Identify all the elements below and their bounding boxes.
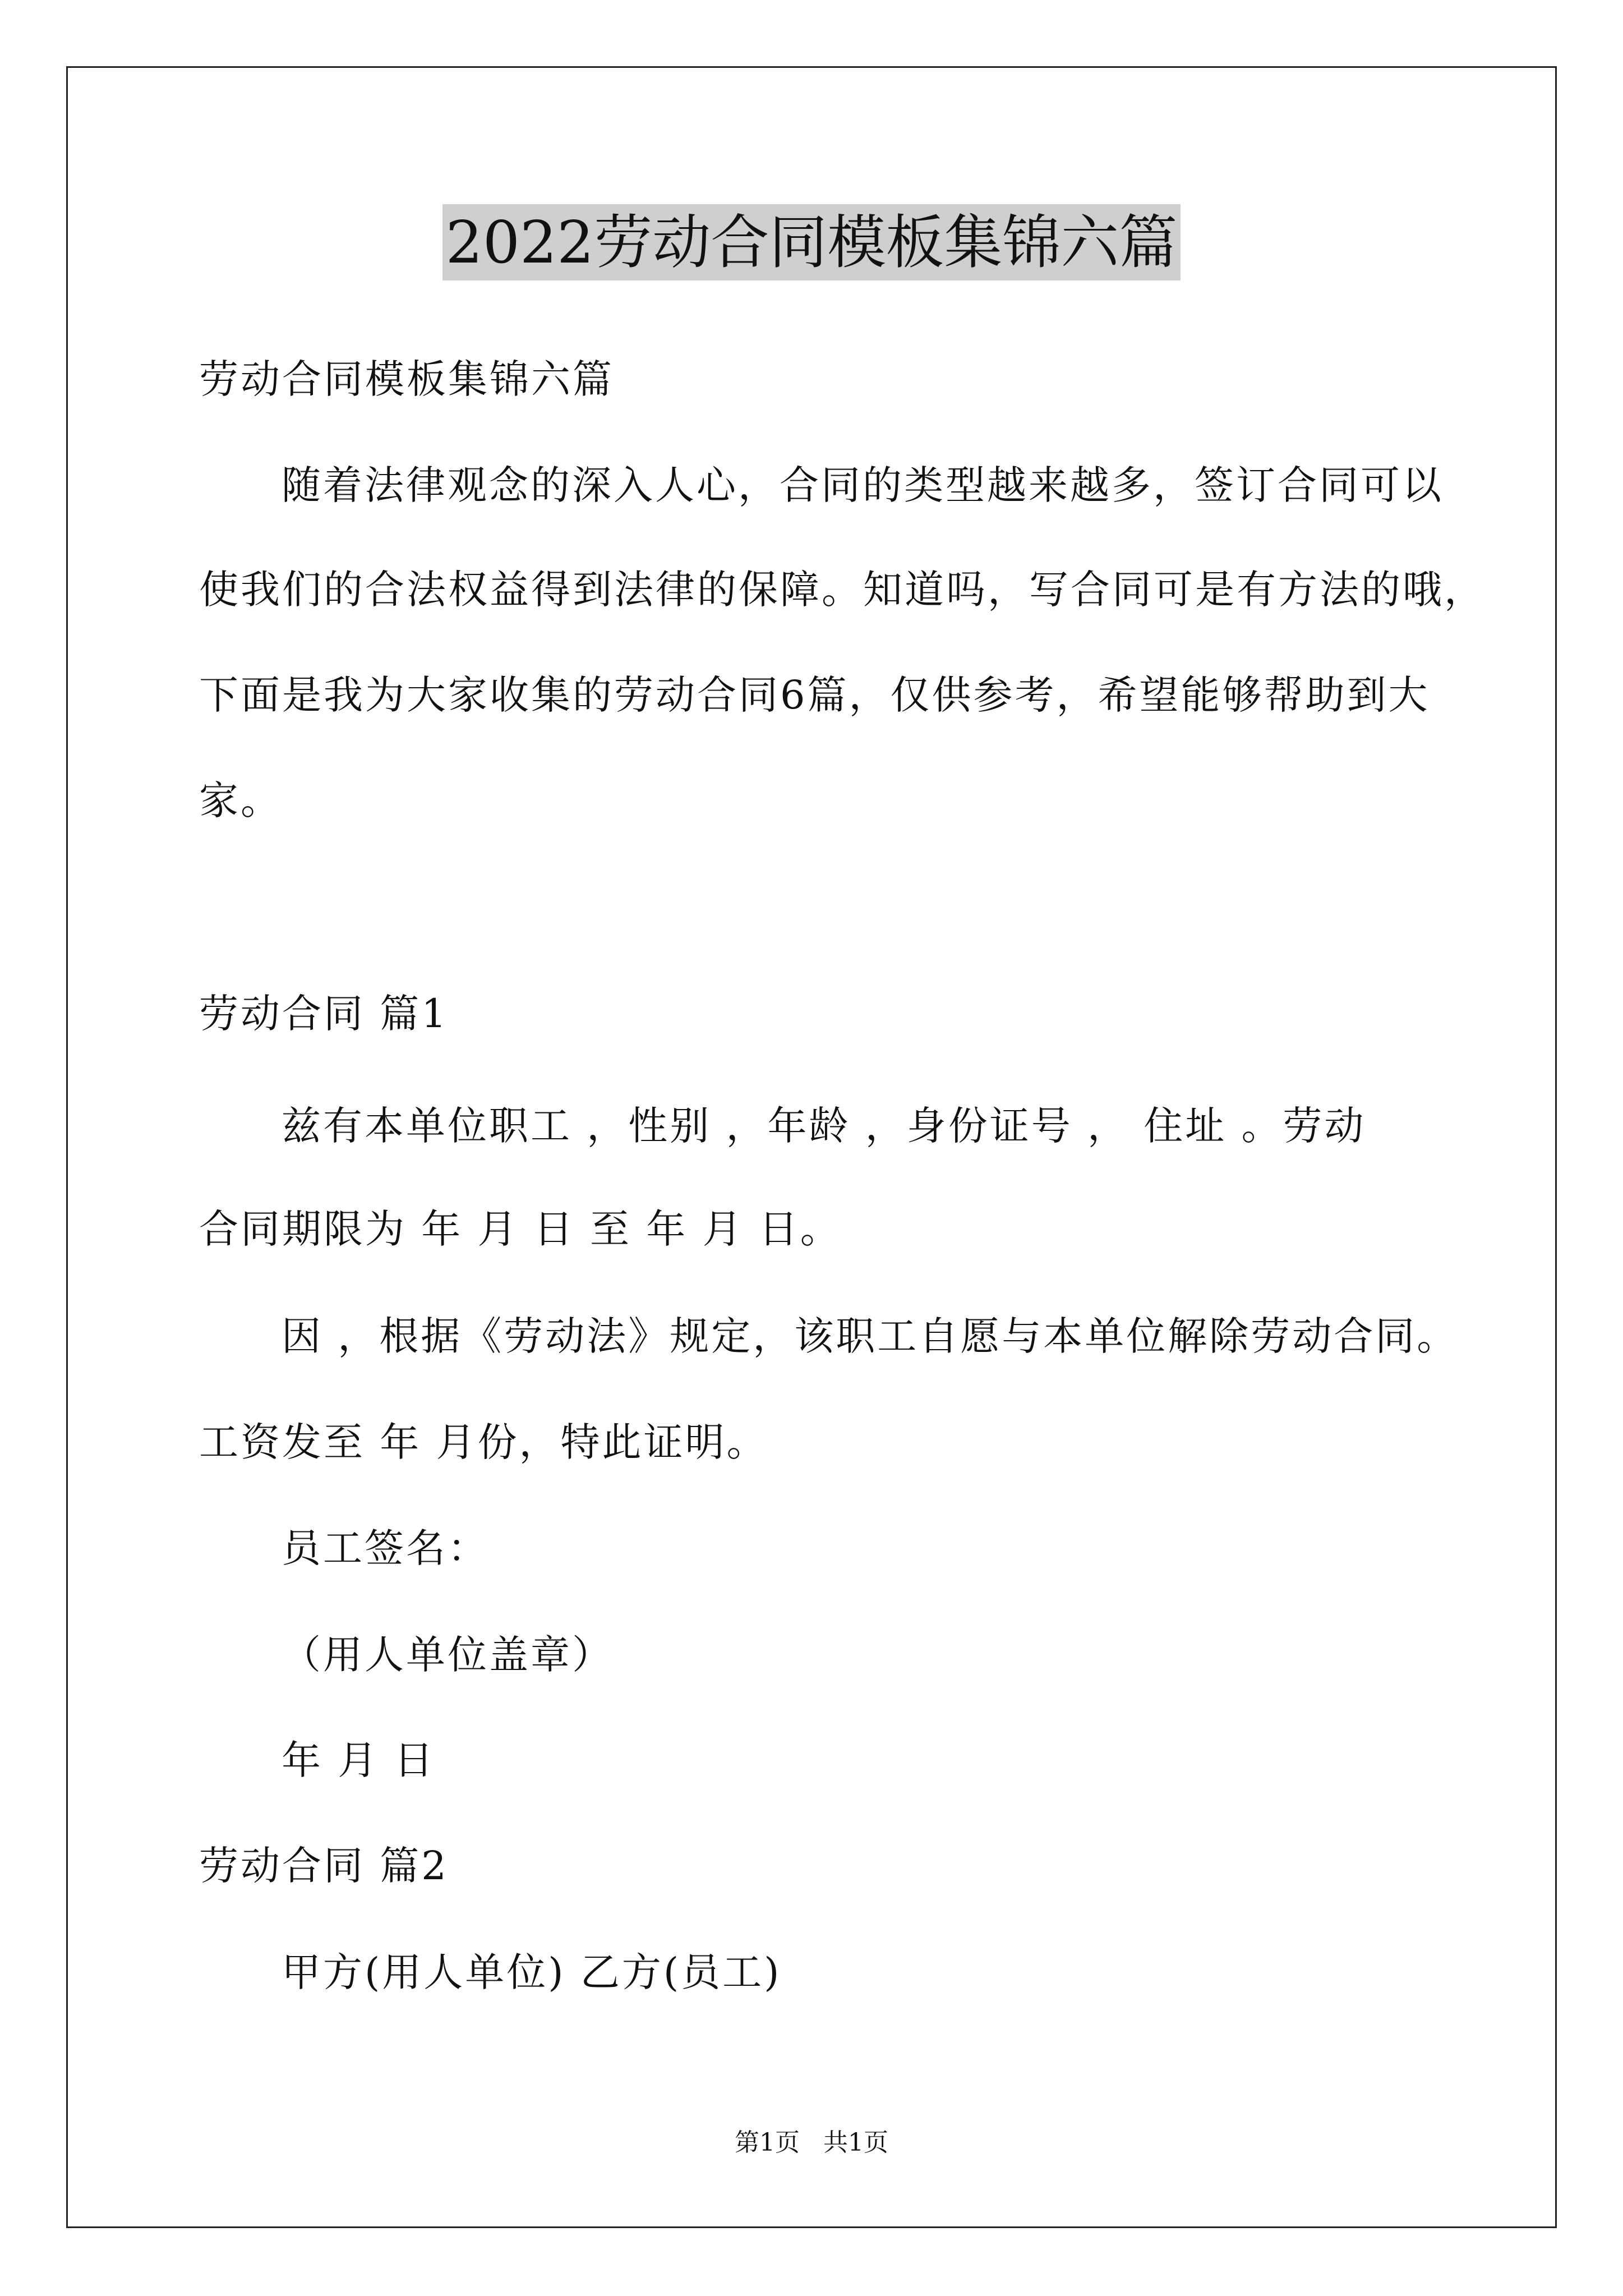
page-footer: 第1页 共1页 — [735, 2128, 888, 2157]
intro-paragraph-line-4: 家。 — [199, 777, 282, 823]
company-seal-line: （用人单位盖章） — [282, 1632, 614, 1678]
contract-1-line-3: 因 ，根据《劳动法》规定，该职工自愿与本单位解除劳动合同。 — [282, 1313, 1459, 1359]
contract-2-parties-line: 甲方(用人单位) 乙方(员工) — [282, 1949, 782, 1995]
contract-1-line-4: 工资发至 年 月份，特此证明。 — [199, 1419, 768, 1465]
date-line: 年 月 日 — [282, 1737, 436, 1783]
intro-paragraph-line-1: 随着法律观念的深入人心，合同的类型越来越多，签订合同可以 — [282, 462, 1444, 508]
section-heading-1: 劳动合同 篇1 — [199, 991, 449, 1037]
intro-paragraph-line-2: 使我们的合法权益得到法律的保障。知道吗，写合同可是有方法的哦， — [199, 567, 1486, 613]
document-title: 2022劳动合同模板集锦六篇 — [442, 204, 1181, 280]
contract-1-line-1: 兹有本单位职工 ，性别 ，年龄 ，身份证号 ， 住址 。劳动 — [282, 1103, 1366, 1149]
section-heading-2: 劳动合同 篇2 — [199, 1843, 449, 1889]
subtitle-line: 劳动合同模板集锦六篇 — [199, 356, 614, 402]
employee-signature-line: 员工签名： — [282, 1525, 489, 1571]
title-container — [0, 204, 1623, 280]
intro-paragraph-line-3: 下面是我为大家收集的劳动合同6篇，仅供参考，希望能够帮助到大 — [199, 672, 1430, 718]
contract-1-line-2: 合同期限为 年 月 日 至 年 月 日。 — [199, 1206, 842, 1252]
